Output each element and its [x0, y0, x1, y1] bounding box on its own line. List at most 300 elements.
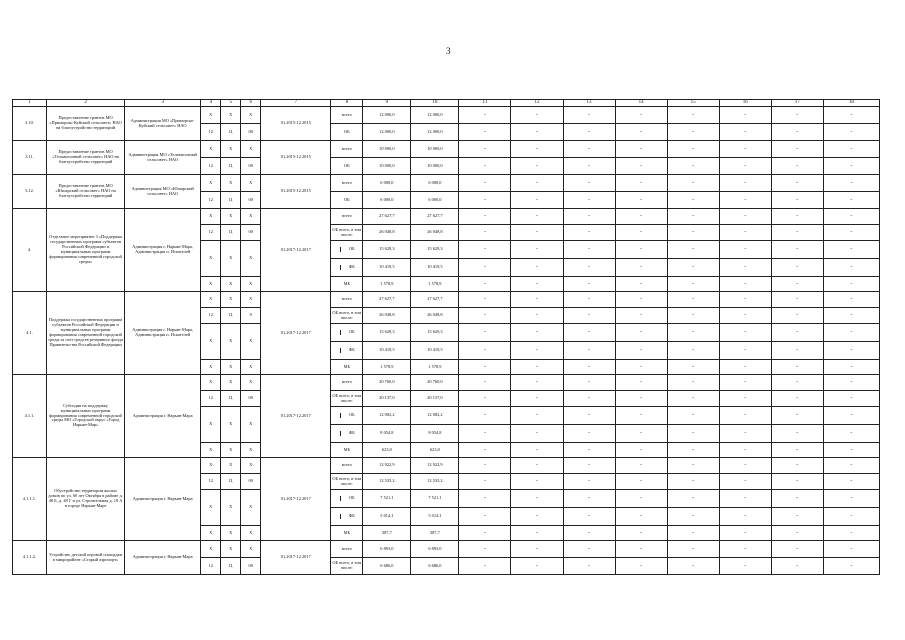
period-cell: 01.2017-12.2017 — [261, 458, 331, 541]
empty-year-cell: - — [823, 259, 879, 277]
empty-year-cell: - — [823, 558, 879, 575]
empty-year-cell: - — [511, 526, 563, 541]
code-cell: Х — [221, 277, 241, 292]
executor-cell: Администрация МО «Тельвисочный сельсовет» НАО — [125, 141, 201, 175]
code-cell: 00 — [241, 225, 261, 241]
row-number-cell: 4.1.1.2. — [13, 541, 47, 575]
amount-total-cell: 387,7 — [363, 526, 411, 541]
empty-year-cell: - — [667, 209, 719, 225]
empty-year-cell: - — [771, 490, 823, 508]
code-cell: 00 — [241, 192, 261, 209]
header-cell: 1 — [13, 100, 47, 107]
empty-year-cell: - — [719, 375, 771, 391]
empty-year-cell: - — [667, 375, 719, 391]
source-cell: всего — [331, 292, 363, 308]
empty-year-cell: - — [615, 292, 667, 308]
code-cell: Х — [201, 490, 221, 526]
empty-year-cell: - — [719, 526, 771, 541]
empty-year-cell: - — [511, 375, 563, 391]
empty-year-cell: - — [615, 508, 667, 526]
period-cell: 01.2017-12.2017 — [261, 541, 331, 575]
period-cell: 01.2015-12.2015 — [261, 175, 331, 209]
source-cell: ОБ всего, в том числе: — [331, 308, 363, 324]
activity-name-cell: Отдельное мероприятие 3 «Поддержка государственных программ субъектов Российской Федерации и муниципальных программ формирования современной городской среды» — [47, 209, 125, 292]
source-cell: МБ — [331, 443, 363, 458]
empty-year-cell: - — [615, 124, 667, 141]
empty-year-cell: - — [615, 490, 667, 508]
code-cell: Х — [241, 175, 261, 192]
amount-year-cell: 26 048,8 — [411, 308, 459, 324]
amount-total-cell: 6 000,0 — [363, 192, 411, 209]
amount-total-cell: 12 922,9 — [363, 458, 411, 474]
empty-year-cell: - — [615, 391, 667, 407]
empty-year-cell: - — [823, 241, 879, 259]
amount-year-cell: 10 000,0 — [411, 141, 459, 158]
empty-year-cell: - — [719, 124, 771, 141]
code-cell: 12 — [201, 225, 221, 241]
period-cell: 01.2017-12.2017 — [261, 209, 331, 292]
empty-year-cell: - — [563, 490, 615, 508]
code-cell: Х — [241, 107, 261, 124]
amount-total-cell: 10 000,0 — [363, 158, 411, 175]
code-cell: 12 — [201, 124, 221, 141]
source-indent — [331, 330, 341, 335]
empty-year-cell: - — [771, 277, 823, 292]
source-indent — [331, 247, 341, 252]
empty-year-cell: - — [563, 259, 615, 277]
amount-total-cell: 623,0 — [363, 443, 411, 458]
empty-year-cell: - — [563, 407, 615, 425]
empty-year-cell: - — [459, 558, 511, 575]
header-cell: 10 — [411, 100, 459, 107]
empty-year-cell: - — [719, 360, 771, 375]
empty-year-cell: - — [511, 141, 563, 158]
row-number-cell: 3.12. — [13, 175, 47, 209]
empty-year-cell: - — [511, 225, 563, 241]
empty-year-cell: - — [511, 360, 563, 375]
empty-year-cell: - — [771, 107, 823, 124]
code-cell: Х — [241, 141, 261, 158]
source-cell — [331, 425, 363, 443]
code-cell: Ц — [221, 192, 241, 209]
empty-year-cell: - — [459, 175, 511, 192]
amount-year-cell: 10 419,5 — [411, 259, 459, 277]
empty-year-cell: - — [667, 308, 719, 324]
empty-year-cell: - — [667, 407, 719, 425]
source-cell — [331, 490, 363, 508]
activity-name-cell: Устройство детской игровой площадки в микрорайоне «Старый аэропорт» — [47, 541, 125, 575]
empty-year-cell: - — [563, 458, 615, 474]
empty-year-cell: - — [459, 375, 511, 391]
source-cell: всего — [331, 175, 363, 192]
code-cell: 12 — [201, 158, 221, 175]
source-cell — [331, 241, 363, 259]
source-cell: ОБ — [331, 192, 363, 209]
empty-year-cell: - — [719, 209, 771, 225]
empty-year-cell: - — [823, 277, 879, 292]
table-row — [13, 107, 880, 124]
amount-year-cell: 15 629,3 — [411, 241, 459, 259]
empty-year-cell: - — [615, 225, 667, 241]
empty-year-cell: - — [771, 425, 823, 443]
amount-total-cell: 10 419,5 — [363, 259, 411, 277]
amount-year-cell: 10 419,5 — [411, 342, 459, 360]
source-indent — [331, 514, 341, 519]
empty-year-cell: - — [771, 375, 823, 391]
code-cell: Х — [221, 324, 241, 360]
amount-year-cell: 12 922,9 — [411, 458, 459, 474]
amount-total-cell: 1 578,9 — [363, 277, 411, 292]
header-cell: 16 — [719, 100, 771, 107]
empty-year-cell: - — [771, 541, 823, 558]
amount-year-cell: 12 000,0 — [411, 124, 459, 141]
empty-year-cell: - — [615, 558, 667, 575]
amount-total-cell: 15 629,3 — [363, 241, 411, 259]
empty-year-cell: - — [719, 558, 771, 575]
empty-year-cell: - — [511, 558, 563, 575]
empty-year-cell: - — [459, 292, 511, 308]
empty-year-cell: - — [771, 259, 823, 277]
empty-year-cell: - — [615, 107, 667, 124]
row-number-cell: 3.11. — [13, 141, 47, 175]
code-cell: 00 — [241, 474, 261, 490]
empty-year-cell: - — [719, 391, 771, 407]
amount-total-cell: 1 578,9 — [363, 360, 411, 375]
code-cell: Х — [221, 407, 241, 443]
amount-year-cell: 15 629,3 — [411, 324, 459, 342]
empty-year-cell: - — [719, 259, 771, 277]
activity-name-cell: Поддержка государственных программ субъектов Российской Федерации и муниципальных программ формирования современной городской среды за счет средств резервного фонда Правительства Российской Федерации — [47, 292, 125, 375]
empty-year-cell: - — [615, 407, 667, 425]
empty-year-cell: - — [615, 541, 667, 558]
source-label: ОБ — [348, 495, 355, 501]
amount-total-cell: 8 054,8 — [363, 425, 411, 443]
empty-year-cell: - — [823, 124, 879, 141]
empty-year-cell: - — [667, 225, 719, 241]
empty-year-cell: - — [459, 458, 511, 474]
empty-year-cell: - — [771, 558, 823, 575]
empty-year-cell: - — [563, 508, 615, 526]
empty-year-cell: - — [771, 508, 823, 526]
empty-year-cell: - — [823, 175, 879, 192]
executor-cell: Администрация МО «Приморско-Куйский сельсовет» НАО — [125, 107, 201, 141]
empty-year-cell: - — [459, 259, 511, 277]
amount-year-cell: 8 054,8 — [411, 425, 459, 443]
code-cell: Х — [201, 175, 221, 192]
amount-year-cell: 6 000,0 — [411, 192, 459, 209]
empty-year-cell: - — [459, 526, 511, 541]
empty-year-cell: - — [615, 458, 667, 474]
amount-total-cell: 5 014,1 — [363, 508, 411, 526]
empty-year-cell: - — [563, 541, 615, 558]
code-cell: Х — [221, 107, 241, 124]
code-cell: Х — [201, 407, 221, 443]
header-cell: 8 — [331, 100, 363, 107]
source-label: ФБ — [348, 430, 355, 436]
executor-cell: Администрация г. Нарьян-Мара — [125, 541, 201, 575]
empty-year-cell: - — [771, 141, 823, 158]
empty-year-cell: - — [459, 474, 511, 490]
code-cell: Х — [201, 241, 221, 277]
executor-cell: Администрация г. Нарьян-Мара, Администрация п. Искателей — [125, 292, 201, 375]
empty-year-cell: - — [511, 107, 563, 124]
source-indent — [331, 431, 341, 436]
source-cell: всего — [331, 458, 363, 474]
code-cell: Х — [221, 458, 241, 474]
code-cell: 12 — [201, 474, 221, 490]
empty-year-cell: - — [719, 277, 771, 292]
source-cell — [331, 342, 363, 360]
source-cell: всего — [331, 107, 363, 124]
empty-year-cell: - — [667, 508, 719, 526]
source-label: ФБ — [348, 264, 355, 270]
empty-year-cell: - — [823, 391, 879, 407]
header-cell: 2 — [47, 100, 125, 107]
source-cell: ОБ всего, в том числе: — [331, 225, 363, 241]
empty-year-cell: - — [511, 490, 563, 508]
activity-name-cell: Субсидия на поддержку муниципальных программ формирования современной городской среды МО «Городской округ «Город Нарьян-Мар» — [47, 375, 125, 458]
empty-year-cell: - — [615, 308, 667, 324]
empty-year-cell: - — [511, 324, 563, 342]
empty-year-cell: - — [459, 192, 511, 209]
code-cell: Х — [241, 292, 261, 308]
empty-year-cell: - — [563, 107, 615, 124]
source-split — [331, 348, 362, 353]
code-cell: Х — [221, 141, 241, 158]
header-cell: 4 — [201, 100, 221, 107]
empty-year-cell: - — [511, 407, 563, 425]
amount-year-cell: 6 893,0 — [411, 541, 459, 558]
empty-year-cell: - — [667, 292, 719, 308]
table-row — [13, 292, 880, 308]
code-cell: 12 — [201, 192, 221, 209]
header-cell: 14 — [615, 100, 667, 107]
empty-year-cell: - — [719, 308, 771, 324]
empty-year-cell: - — [511, 292, 563, 308]
amount-year-cell: 12 535,2 — [411, 474, 459, 490]
empty-year-cell: - — [667, 342, 719, 360]
header-row — [13, 100, 880, 107]
amount-year-cell: 12 082,2 — [411, 407, 459, 425]
code-cell: Х — [241, 526, 261, 541]
code-cell: Ц — [221, 124, 241, 141]
code-cell: Х — [241, 375, 261, 391]
code-cell: Х — [221, 241, 241, 277]
empty-year-cell: - — [615, 324, 667, 342]
empty-year-cell: - — [563, 209, 615, 225]
row-number-cell: 4.1. — [13, 292, 47, 375]
empty-year-cell: - — [615, 277, 667, 292]
amount-year-cell: 1 578,9 — [411, 277, 459, 292]
amount-total-cell: 12 000,0 — [363, 124, 411, 141]
code-cell: 00 — [241, 124, 261, 141]
source-cell: всего — [331, 141, 363, 158]
code-cell: Х — [201, 375, 221, 391]
empty-year-cell: - — [667, 443, 719, 458]
empty-year-cell: - — [563, 175, 615, 192]
empty-year-cell: - — [667, 490, 719, 508]
empty-year-cell: - — [563, 375, 615, 391]
activity-name-cell: Предоставление грантов МО «Юшарский сельсовет» НАО на благоустройство территорий — [47, 175, 125, 209]
empty-year-cell: - — [615, 375, 667, 391]
amount-total-cell: 12 082,2 — [363, 407, 411, 425]
empty-year-cell: - — [667, 158, 719, 175]
empty-year-cell: - — [459, 124, 511, 141]
amount-total-cell: 6 893,0 — [363, 541, 411, 558]
table-row — [13, 375, 880, 391]
source-label: ОБ — [348, 412, 355, 418]
empty-year-cell: - — [511, 209, 563, 225]
executor-cell: Администрация МО «Юшарский сельсовет» НАО — [125, 175, 201, 209]
empty-year-cell: - — [459, 241, 511, 259]
source-cell: МБ — [331, 277, 363, 292]
table-row — [13, 209, 880, 225]
amount-total-cell: 26 048,8 — [363, 308, 411, 324]
empty-year-cell: - — [771, 124, 823, 141]
amount-total-cell: 6 686,0 — [363, 558, 411, 575]
empty-year-cell: - — [615, 192, 667, 209]
source-indent — [331, 413, 341, 418]
amount-year-cell: 623,0 — [411, 443, 459, 458]
source-cell: ОБ — [331, 158, 363, 175]
empty-year-cell: - — [719, 241, 771, 259]
source-cell — [331, 324, 363, 342]
empty-year-cell: - — [823, 443, 879, 458]
empty-year-cell: - — [771, 241, 823, 259]
empty-year-cell: - — [615, 259, 667, 277]
empty-year-cell: - — [563, 443, 615, 458]
header-cell: 9 — [363, 100, 411, 107]
empty-year-cell: - — [667, 541, 719, 558]
code-cell: Ц — [221, 558, 241, 575]
empty-year-cell: - — [823, 425, 879, 443]
empty-year-cell: - — [719, 107, 771, 124]
amount-total-cell: 27 627,7 — [363, 209, 411, 225]
executor-cell: Администрация г. Нарьян-Мара — [125, 375, 201, 458]
header-cell: 5 — [221, 100, 241, 107]
code-cell: Х — [221, 292, 241, 308]
amount-year-cell: 5 014,1 — [411, 508, 459, 526]
code-cell: 0 — [241, 308, 261, 324]
code-cell: Х — [221, 490, 241, 526]
empty-year-cell: - — [771, 443, 823, 458]
source-cell: ОБ всего, в том числе: — [331, 558, 363, 575]
empty-year-cell: - — [719, 490, 771, 508]
source-cell: всего — [331, 209, 363, 225]
page-number: 3 — [446, 46, 451, 56]
source-cell: ОБ всего, в том числе: — [331, 391, 363, 407]
code-cell: Х — [221, 175, 241, 192]
code-cell: Х — [201, 443, 221, 458]
empty-year-cell: - — [459, 407, 511, 425]
empty-year-cell: - — [719, 158, 771, 175]
row-number-cell: 3.10. — [13, 107, 47, 141]
empty-year-cell: - — [459, 541, 511, 558]
empty-year-cell: - — [719, 474, 771, 490]
source-cell: всего — [331, 541, 363, 558]
empty-year-cell: - — [563, 124, 615, 141]
amount-year-cell: 6 000,0 — [411, 175, 459, 192]
code-cell: Х — [201, 541, 221, 558]
source-split — [331, 413, 362, 418]
row-number-cell: 4.1.1.1. — [13, 458, 47, 541]
empty-year-cell: - — [511, 425, 563, 443]
source-split — [331, 247, 362, 252]
empty-year-cell: - — [667, 360, 719, 375]
code-cell: Х — [221, 375, 241, 391]
source-indent — [331, 265, 341, 270]
amount-year-cell: 20 137,0 — [411, 391, 459, 407]
code-cell: Х — [221, 443, 241, 458]
source-cell — [331, 508, 363, 526]
empty-year-cell: - — [771, 474, 823, 490]
empty-year-cell: - — [667, 458, 719, 474]
empty-year-cell: - — [563, 360, 615, 375]
empty-year-cell: - — [667, 324, 719, 342]
amount-year-cell: 6 686,0 — [411, 558, 459, 575]
code-cell: Х — [201, 324, 221, 360]
executor-cell: Администрация г. Нарьян-Мара, Администрация п. Искателей — [125, 209, 201, 292]
code-cell: Х — [201, 107, 221, 124]
row-number-cell: 4.1.1. — [13, 375, 47, 458]
source-cell — [331, 259, 363, 277]
header-cell: 12 — [511, 100, 563, 107]
period-cell: 01.2015-12.2015 — [261, 141, 331, 175]
amount-year-cell: 7 521,1 — [411, 490, 459, 508]
empty-year-cell: - — [615, 443, 667, 458]
source-cell: ОБ всего, в том числе: — [331, 474, 363, 490]
empty-year-cell: - — [615, 474, 667, 490]
empty-year-cell: - — [563, 241, 615, 259]
empty-year-cell: - — [771, 158, 823, 175]
empty-year-cell: - — [823, 192, 879, 209]
code-cell: Х — [201, 458, 221, 474]
source-cell: всего — [331, 375, 363, 391]
empty-year-cell: - — [459, 391, 511, 407]
empty-year-cell: - — [771, 308, 823, 324]
empty-year-cell: - — [459, 508, 511, 526]
code-cell: 00 — [241, 558, 261, 575]
header-cell: 15 — [667, 100, 719, 107]
amount-total-cell: 12 535,2 — [363, 474, 411, 490]
empty-year-cell: - — [563, 474, 615, 490]
source-cell: ОБ — [331, 124, 363, 141]
source-label: ОБ — [348, 329, 355, 335]
empty-year-cell: - — [823, 474, 879, 490]
code-cell: 12 — [201, 308, 221, 324]
code-cell: Ц — [221, 225, 241, 241]
empty-year-cell: - — [459, 308, 511, 324]
code-cell: Х — [201, 360, 221, 375]
empty-year-cell: - — [719, 425, 771, 443]
header-cell: 11 — [459, 100, 511, 107]
empty-year-cell: - — [615, 209, 667, 225]
empty-year-cell: - — [667, 526, 719, 541]
amount-total-cell: 10 419,5 — [363, 342, 411, 360]
empty-year-cell: - — [563, 192, 615, 209]
empty-year-cell: - — [511, 474, 563, 490]
empty-year-cell: - — [771, 360, 823, 375]
empty-year-cell: - — [459, 277, 511, 292]
header-cell: 7 — [261, 100, 331, 107]
empty-year-cell: - — [563, 324, 615, 342]
table-row — [13, 141, 880, 158]
amount-total-cell: 20 760,0 — [363, 375, 411, 391]
empty-year-cell: - — [511, 241, 563, 259]
code-cell: Х — [241, 360, 261, 375]
empty-year-cell: - — [771, 292, 823, 308]
empty-year-cell: - — [823, 209, 879, 225]
